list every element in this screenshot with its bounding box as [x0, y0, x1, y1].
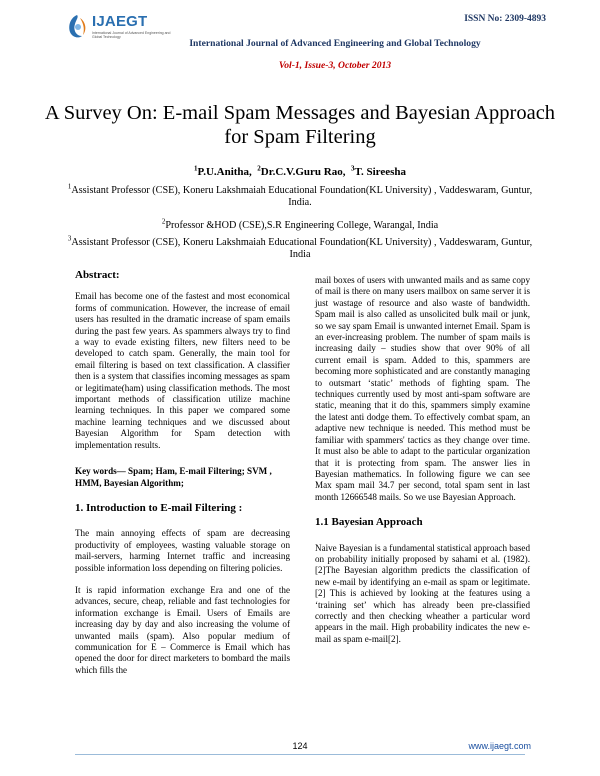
affiliation-2 [60, 217, 540, 232]
keywords: Key words— Spam; Ham, E-mail Filtering; SVM , HMM, Bayesian Algorithm; [75, 466, 272, 488]
section-1-paragraph-1: The main annoying effects of spam are decreasing productivity of employees, wasting valuable storage on mail-servers, harming Internet traffic and increasing possible information loss depending on filtering policies. [75, 528, 290, 573]
section-1-paragraph-2: It is rapid information exchange Era and one of the advances, secure, cheap, reliable and fast technologies for information exchange is Email. Users of Emails are increasing day by day and also increasing the volume of unwanted mails (spam). Also popular medium of communication for E – Commerce is Email which has opened the door for direct marketers to bombard the mails which fills the [75, 584, 290, 675]
volume-info: Vol-1, Issue-3, October 2013 [278, 60, 392, 71]
section-1-1-heading: 1.1 Bayesian Approach [315, 516, 423, 529]
affiliation-2-text: Professor &HOD (CSE),S.R Engineering College, Warangal, India [165, 220, 439, 231]
author-2: Dr.C.V.Guru Rao, [260, 166, 346, 178]
author-1-marker: 1 [193, 164, 198, 173]
affiliation-1-marker: 1 [67, 182, 72, 191]
right-column [315, 275, 530, 645]
logo-subtitle: International Journal of Advanced Engineering and Global Technology [92, 31, 171, 39]
logo-name: IJAEGT [92, 13, 148, 30]
page-number: 124 [292, 741, 308, 751]
affiliation-3-marker: 3 [67, 234, 72, 243]
author-2-marker: 2 [257, 164, 261, 173]
journal-title: International Journal of Advanced Engineering and Global Technology [189, 38, 481, 49]
footer-rule [75, 754, 525, 755]
right-paragraph-1: mail boxes of users with unwanted mails and as same copy of mail is there on many users mailbox on same server it is just wastage of resource and also waste of bandwidth. Spam mail is also called as unsolicited bulk mail or junk, so we say spam Email is unwanted internet Email. Spam is an ever-increasing problem. The number of spam mails is increasing daily – studies show that over 90% of all current email is spam. Added to this, spammers are becoming more sophisticated and are constantly managing to outsmart ‘static’ methods of fighting spam. The techniques currently used by most anti-spam software are static, meaning that it do this, spammers simply examine the latest anti dodge them. To effectively combat spam, an adaptive new technique is needed. This method must be familiar with spammers' tactics as they change over time. It must also be able to adapt to the particular organization that it is protecting from spam. The answer lies in Bayesian mathematics. In following figure we can see Max spam mail 34.7 per second, total spam sent in last month 12666548 mails. So we use Bayesian Approach. [315, 275, 530, 502]
section-1-1-paragraph: Naive Bayesian is a fundamental statistical approach based on probability initially proposed by sahami et al. (1982). [2]The Bayesian algorithm predicts the classification of new e-mail by identifying an e-mail as spam or legitimate.[2] This is achieved by looking at the features using a ‘training set’ which has already been pre-classified correctly and then checking wheather a particular word appears in the mail. High probability indicates the new e-mail as spam e-mail[2]. [315, 542, 530, 644]
left-column [75, 270, 290, 676]
footer-url[interactable]: www.ijaegt.com [468, 741, 531, 751]
affiliation-1 [60, 182, 540, 209]
author-list [0, 166, 600, 178]
author-3-marker: 3 [350, 164, 355, 173]
affiliation-1-text: Assistant Professor (CSE), Koneru Lakshmaiah Educational Foundation(KL University) , Vaddeswaram, Guntur, India. [71, 185, 533, 208]
issn-number: ISSN No: 2309-4893 [464, 14, 546, 24]
section-1-heading: 1. Introduction to E-mail Filtering : [75, 501, 243, 514]
logo-emblem-icon [66, 14, 88, 40]
affiliation-3 [60, 234, 540, 261]
abstract-heading: Abstract: [75, 269, 120, 281]
affiliation-2-marker: 2 [161, 217, 166, 226]
author-3: T. Sireesha [354, 166, 406, 178]
affiliation-3-text: Assistant Professor (CSE), Koneru Lakshmaiah Educational Foundation(KL University) , Vaddeswaram, Guntur, India [71, 237, 533, 260]
author-1: P.U.Anitha, [197, 166, 252, 178]
abstract-text: Email has become one of the fastest and most economical forms of communication. However, the increase of email users has resulted in the dramatic increase of spam emails during the past few years. As spammers always try to find a way to evade existing filters, new filters need to be developed to catch spam. Generally, the main tool for email filtering is based on text classification. A classifier then is a system that classifies incoming messages as spam or legitimate(ham) using classification methods. The most important methods of classification utilize machine learning techniques. In this paper we compared some machine learning techniques and we discussed about Bayesian Algorithm for Spam detection with implementation results. [75, 291, 290, 450]
paper-title: A Survey On: E-mail Spam Messages and Bayesian Approach for Spam Filtering [44, 102, 556, 148]
